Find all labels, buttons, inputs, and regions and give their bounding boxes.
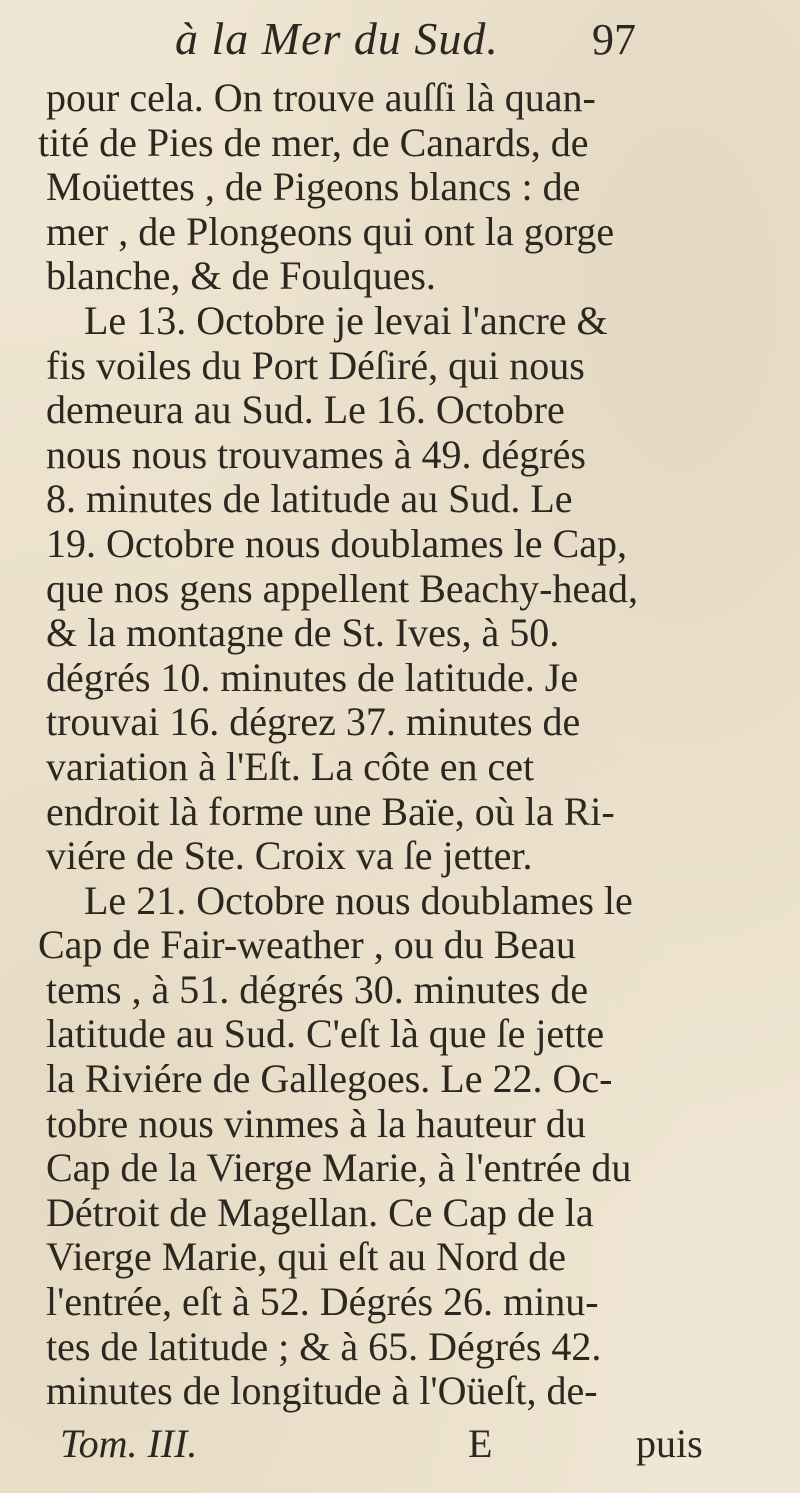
text-line: dégrés 10. minutes de latitude. Je: [46, 654, 579, 700]
text-line: Vierge Marie, qui eſt au Nord de: [46, 1234, 567, 1280]
text-line: Moüettes , de Pigeons blancs : de: [46, 164, 581, 210]
volume-signature: Tom. III.: [60, 1421, 198, 1466]
text-line: Détroit de Magellan. Ce Cap de la: [46, 1189, 594, 1235]
text-line: Cap de la Vierge Marie, à l'entrée du: [46, 1145, 632, 1191]
text-line: endroit là forme une Baïe, où la Ri-: [46, 788, 615, 834]
text-line: 19. Octobre nous doublames le Cap,: [46, 520, 627, 566]
text-line: nous nous trouvames à 49. dégrés: [46, 431, 586, 477]
text-line: 8. minutes de latitude au Sud. Le: [46, 476, 573, 522]
page-footer: [0, 1420, 800, 1470]
text-line: mer , de Plongeons qui ont la gorge: [46, 208, 615, 254]
text-line: tems , à 51. dégrés 30. minutes de: [46, 966, 589, 1012]
text-line: tobre nous vinmes à la hauteur du: [46, 1100, 586, 1146]
text-line: pour cela. On trouve auſſi là quan-: [46, 75, 596, 120]
text-line: demeura au Sud. Le 16. Octobre: [46, 387, 565, 433]
text-line: Cap de Fair-weather , ou du Beau: [38, 922, 576, 968]
body-text: [38, 76, 758, 1414]
text-line: blanche, & de Foulques.: [46, 253, 436, 299]
text-line: la Riviére de Gallegoes. Le 22. Oc-: [46, 1056, 613, 1102]
text-line: tité de Pies de mer, de Canards, de: [38, 119, 589, 165]
text-line: viére de Ste. Croix va ſe jetter.: [46, 833, 533, 879]
text-line: latitude au Sud. C'eſt là que ſe jette: [46, 1011, 605, 1057]
text-line: minutes de longitude à l'Oüeſt, de-: [46, 1368, 598, 1414]
running-title: à la Mer du Sud.: [175, 13, 499, 64]
text-line: Le 13. Octobre je levai l'ancre &: [84, 297, 608, 343]
text-line: l'entrée, eſt à 52. Dégrés 26. minu-: [46, 1279, 599, 1325]
page-header: [0, 8, 800, 78]
text-line: trouvai 16. dégrez 37. minutes de: [46, 699, 581, 745]
page-number: 97: [592, 15, 636, 64]
text-line: Le 21. Octobre nous doublames le: [84, 877, 633, 923]
text-line: & la montagne de St. Ives, à 50.: [46, 610, 560, 656]
gathering-mark: E: [468, 1421, 493, 1466]
text-line: que nos gens appellent Beachy-head,: [46, 565, 639, 611]
catchword: puis: [636, 1421, 703, 1466]
text-line: fis voiles du Port Déſiré, qui nous: [46, 342, 585, 388]
text-line: variation à l'Eſt. La côte en cet: [46, 743, 535, 789]
text-line: tes de latitude ; & à 65. Dégrés 42.: [46, 1323, 602, 1369]
